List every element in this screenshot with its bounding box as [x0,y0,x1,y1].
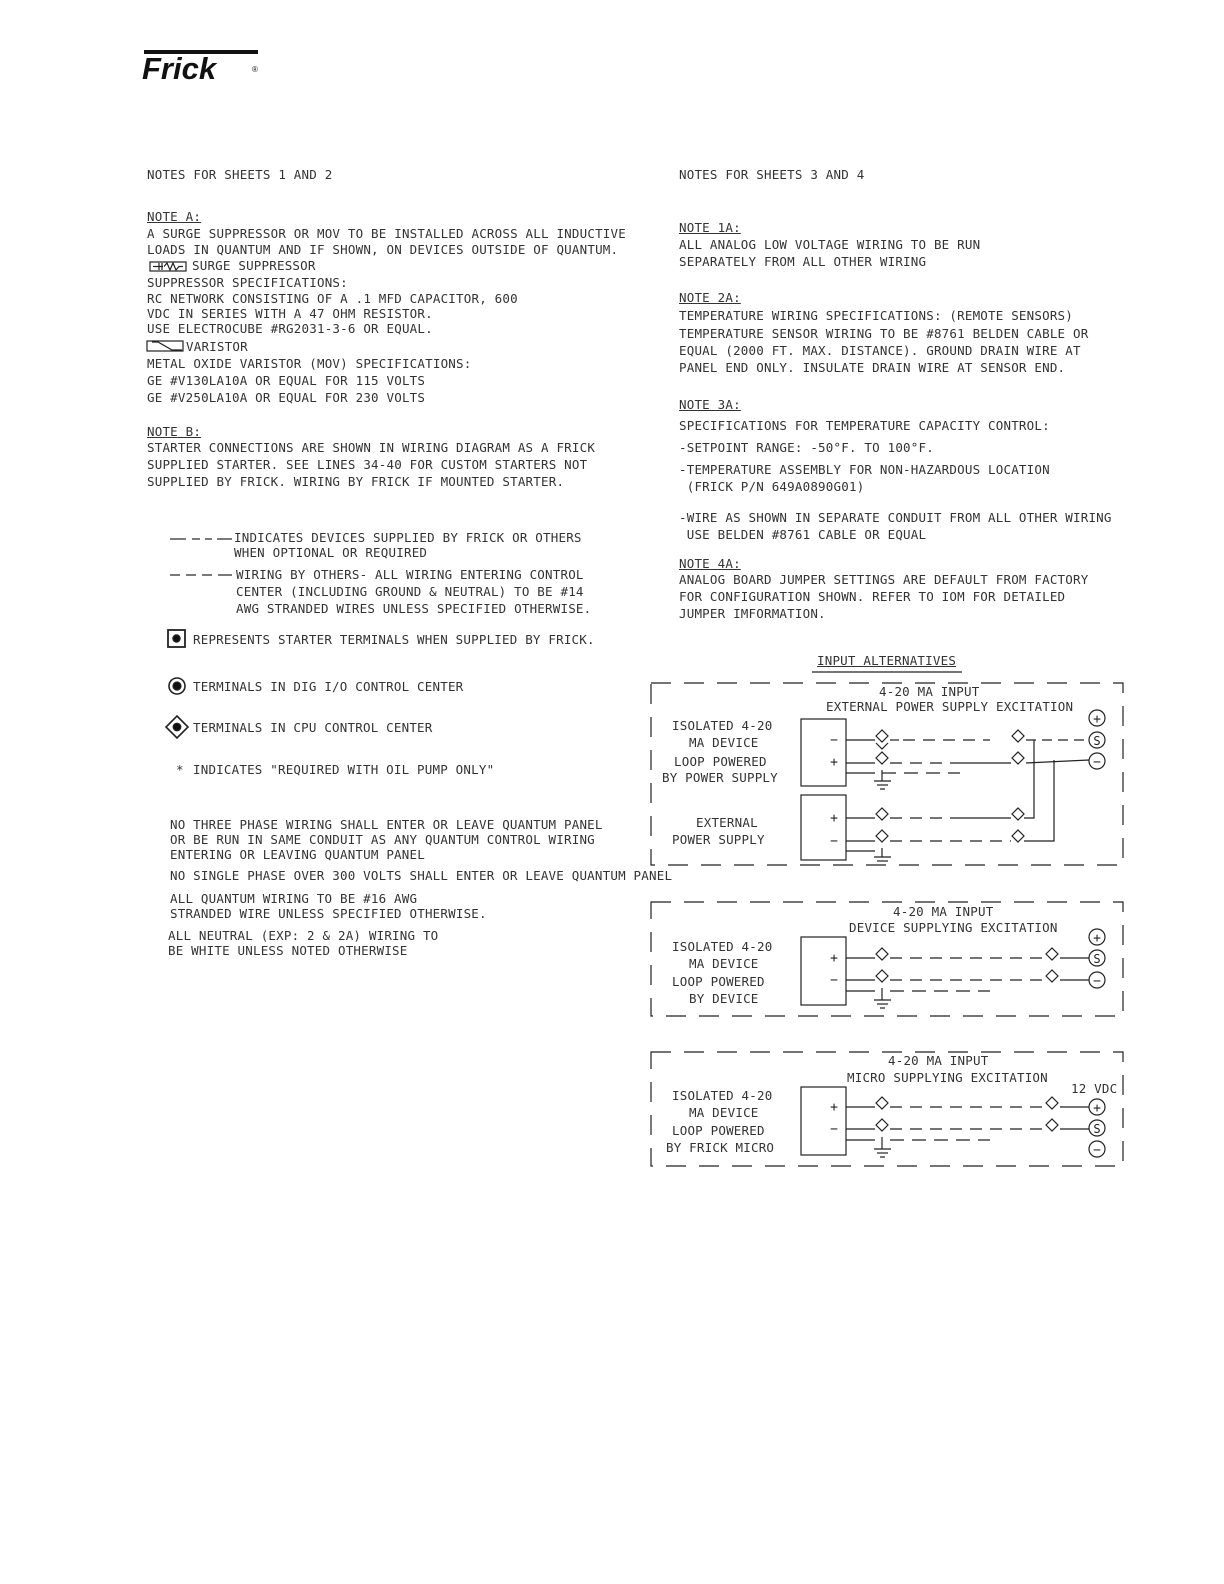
surge-suppressor-label: SURGE SUPPRESSOR [192,258,316,273]
box1-supply-label: POWER SUPPLY [672,832,765,847]
input-alternatives-title: INPUT ALTERNATIVES [817,653,957,668]
note-2a-line: EQUAL (2000 FT. MAX. DISTANCE). GROUND DRAIN WIRE AT [679,343,1081,358]
box2-title: 4-20 MA INPUT [893,904,994,919]
note-a-line: VDC IN SERIES WITH A 47 OHM RESISTOR. [147,306,433,321]
legend-dash2-text: AWG STRANDED WIRES UNLESS SPECIFIED OTHERWISE. [236,601,592,616]
box1-wiring [846,730,1089,861]
note-b-line: SUPPLIED BY FRICK. WIRING BY FRICK IF MOUNTED STARTER. [147,474,565,489]
note-3a-line: -WIRE AS SHOWN IN SEPARATE CONDUIT FROM ALL OTHER WIRING [679,510,1112,525]
varistor-label: VARISTOR [186,339,248,354]
box1-device-label: MA DEVICE [689,735,759,750]
minus-terminal: − [1093,974,1101,989]
device-minus: − [830,1122,838,1137]
legend-cpu-text: TERMINALS IN CPU CONTROL CENTER [193,720,433,735]
box3-device-label: MA DEVICE [689,1105,759,1120]
note-1a-line: SEPARATELY FROM ALL OTHER WIRING [679,254,927,269]
note-3a-line: USE BELDEN #8761 CABLE OR EQUAL [679,527,927,542]
box1-title: 4-20 MA INPUT [879,684,980,699]
box1-device [801,719,846,786]
note-a-line: GE #V250LA10A OR EQUAL FOR 230 VOLTS [147,390,426,405]
note-b-line: SUPPLIED STARTER. SEE LINES 34-40 FOR CUSTOM STARTERS NOT [147,457,588,472]
logo-text: Frick [142,51,217,86]
supply-plus: + [830,811,838,826]
note-3a-title: NOTE 3A: [679,397,741,412]
general-note-line: NO SINGLE PHASE OVER 300 VOLTS SHALL ENTER OR LEAVE QUANTUM PANEL [170,868,673,883]
right-heading: NOTES FOR SHEETS 3 AND 4 [679,167,865,182]
general-note-line: NO THREE PHASE WIRING SHALL ENTER OR LEAVE QUANTUM PANEL [170,817,603,832]
box1-power-supply [801,795,846,860]
note-4a-title: NOTE 4A: [679,556,741,571]
note-2a-line: TEMPERATURE WIRING SPECIFICATIONS: (REMOTE SENSORS) [679,308,1074,323]
general-note-line: ALL QUANTUM WIRING TO BE #16 AWG [170,891,418,906]
minus-terminal: − [1093,755,1101,770]
note-a-line: RC NETWORK CONSISTING OF A .1 MFD CAPACITOR, 600 [147,291,518,306]
logo-registered-mark: ® [252,65,258,74]
varistor-icon [147,341,183,351]
box2-device-label: MA DEVICE [689,956,759,971]
shield-terminal: S [1093,734,1101,748]
note-1a-title: NOTE 1A: [679,220,741,235]
box3-device-label: BY FRICK MICRO [666,1140,775,1155]
general-note-line: STRANDED WIRE UNLESS SPECIFIED OTHERWISE. [170,906,487,921]
surge-suppressor-icon [150,262,186,271]
legend-starter-text: REPRESENTS STARTER TERMINALS WHEN SUPPLIED BY FRICK. [193,632,595,647]
box3-device [801,1087,846,1155]
note-3a-line: (FRICK P/N 649A0890G01) [679,479,865,494]
box2-wiring [846,948,1089,1008]
box2-device-label: BY DEVICE [689,991,759,1006]
note-1a-line: ALL ANALOG LOW VOLTAGE WIRING TO BE RUN [679,237,981,252]
device-plus: + [830,951,838,966]
device-minus: − [830,973,838,988]
device-plus: + [830,755,838,770]
box2-device [801,937,846,1005]
supply-minus: − [830,834,838,849]
note-a-line: GE #V130LA10A OR EQUAL FOR 115 VOLTS [147,373,426,388]
box1-device-label: LOOP POWERED [674,754,767,769]
note-3a-line: -TEMPERATURE ASSEMBLY FOR NON-HAZARDOUS LOCATION [679,462,1050,477]
box3-device-label: LOOP POWERED [672,1123,765,1138]
note-b-title: NOTE B: [147,424,202,439]
digio-terminal-icon [169,678,185,694]
legend-oilpump-text: INDICATES "REQUIRED WITH OIL PUMP ONLY" [193,762,495,777]
plus-terminal: + [1093,931,1101,946]
starter-terminal-icon [168,630,185,647]
note-a-line: METAL OXIDE VARISTOR (MOV) SPECIFICATIONS: [147,356,472,371]
box2-subtitle: DEVICE SUPPLYING EXCITATION [849,920,1058,935]
note-4a-line: ANALOG BOARD JUMPER SETTINGS ARE DEFAULT FROM FACTORY [679,572,1089,587]
general-note-line: ALL NEUTRAL (EXP: 2 & 2A) WIRING TO [168,928,439,943]
legend-asterisk: * [176,762,184,777]
legend-dash2-text: WIRING BY OTHERS- ALL WIRING ENTERING CONTROL [236,567,584,582]
box1-device-label: BY POWER SUPPLY [662,770,778,785]
plus-terminal: + [1093,1101,1101,1116]
note-2a-title: NOTE 2A: [679,290,741,305]
box1-subtitle: EXTERNAL POWER SUPPLY EXCITATION [826,699,1074,714]
legend-digio-text: TERMINALS IN DIG I/O CONTROL CENTER [193,679,464,694]
box3-device-label: ISOLATED 4-20 [672,1088,773,1103]
note-b-line: STARTER CONNECTIONS ARE SHOWN IN WIRING DIAGRAM AS A FRICK [147,440,596,455]
note-a-line: USE ELECTROCUBE #RG2031-3-6 OR EQUAL. [147,321,433,336]
note-4a-line: FOR CONFIGURATION SHOWN. REFER TO IOM FOR DETAILED [679,589,1066,604]
device-minus: − [830,733,838,748]
minus-terminal: − [1093,1143,1101,1158]
legend-dash2-text: CENTER (INCLUDING GROUND & NEUTRAL) TO BE #14 [236,584,584,599]
note-3a-line: -SETPOINT RANGE: -50°F. TO 100°F. [679,440,934,455]
general-note-line: BE WHITE UNLESS NOTED OTHERWISE [168,943,408,958]
device-plus: + [830,1100,838,1115]
note-a-title: NOTE A: [147,209,202,224]
note-3a-line: SPECIFICATIONS FOR TEMPERATURE CAPACITY CONTROL: [679,418,1050,433]
note-2a-line: TEMPERATURE SENSOR WIRING TO BE #8761 BELDEN CABLE OR [679,326,1089,341]
shield-terminal: S [1093,952,1101,966]
box2-device-label: LOOP POWERED [672,974,765,989]
box3-wiring [846,1097,1089,1157]
note-a-line: LOADS IN QUANTUM AND IF SHOWN, ON DEVICES OUTSIDE OF QUANTUM. [147,242,619,257]
box3-voltage: 12 VDC [1071,1081,1118,1096]
note-a-line: SUPPRESSOR SPECIFICATIONS: [147,275,348,290]
shield-terminal: S [1093,1122,1101,1136]
general-note-line: OR BE RUN IN SAME CONDUIT AS ANY QUANTUM CONTROL WIRING [170,832,595,847]
plus-terminal: + [1093,712,1101,727]
box3-subtitle: MICRO SUPPLYING EXCITATION [847,1070,1048,1085]
box2-device-label: ISOLATED 4-20 [672,939,773,954]
note-a-line: A SURGE SUPPRESSOR OR MOV TO BE INSTALLED ACROSS ALL INDUCTIVE [147,226,626,241]
legend-dash1-text: INDICATES DEVICES SUPPLIED BY FRICK OR OTHERS [234,530,582,545]
left-heading: NOTES FOR SHEETS 1 AND 2 [147,167,333,182]
box1-supply-label: EXTERNAL [696,815,758,830]
legend-dash1-text: WHEN OPTIONAL OR REQUIRED [234,545,428,560]
box3-title: 4-20 MA INPUT [888,1053,989,1068]
box1-device-label: ISOLATED 4-20 [672,718,773,733]
cpu-terminal-icon [166,716,188,738]
note-2a-line: PANEL END ONLY. INSULATE DRAIN WIRE AT SENSOR END. [679,360,1066,375]
general-note-line: ENTERING OR LEAVING QUANTUM PANEL [170,847,425,862]
note-4a-line: JUMPER IMFORMATION. [679,606,826,621]
